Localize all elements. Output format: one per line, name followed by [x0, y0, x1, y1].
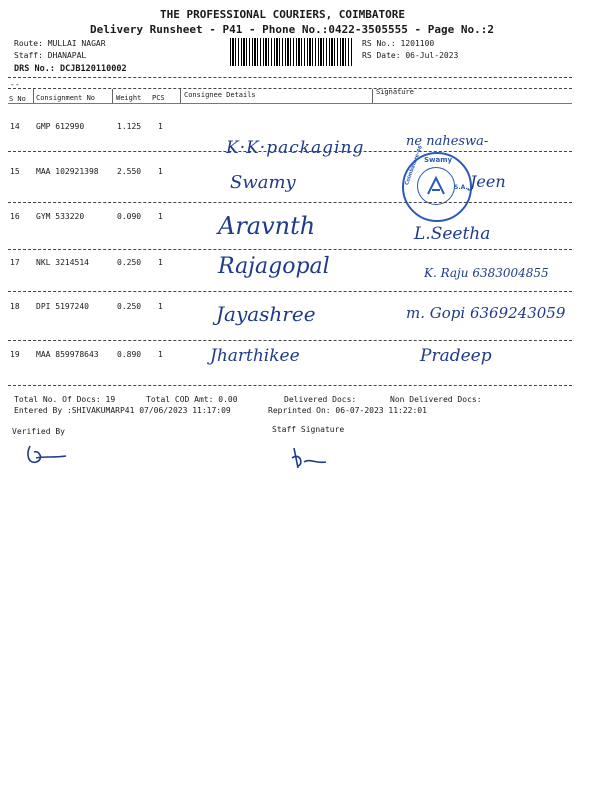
- row-sno: 18: [10, 302, 20, 311]
- signature-handwriting: ne naheswa-: [406, 134, 489, 149]
- col-weight: Weight: [116, 94, 142, 102]
- col-divider: [180, 89, 181, 103]
- col-sno: S No: [9, 95, 26, 103]
- row-weight: 0.250: [117, 258, 142, 267]
- row-sno: 19: [10, 350, 20, 359]
- verified-signature-mark: [22, 440, 72, 470]
- dash-mark: --: [10, 80, 20, 89]
- consignee-handwriting: Swamy: [230, 172, 296, 193]
- row-pcs: 1: [158, 167, 163, 176]
- row-consignment: GMP 612990: [36, 122, 85, 131]
- route-label: Route: MULLAI NAGAR: [14, 39, 106, 48]
- non-delivered-docs: Non Delivered Docs:: [390, 395, 482, 404]
- row-divider: [8, 202, 572, 203]
- col-consignee: Consignee Details: [184, 91, 256, 99]
- row-pcs: 1: [158, 350, 163, 359]
- signature-handwriting: m. Gopi 6369243059: [406, 304, 566, 322]
- col-pcs: PCS: [152, 94, 165, 102]
- total-cod: Total COD Amt: 0.00: [146, 395, 238, 404]
- row-weight: 1.125: [117, 122, 142, 131]
- table-bottom-line: [8, 385, 572, 386]
- row-weight: 0.250: [117, 302, 142, 311]
- row-pcs: 1: [158, 212, 163, 221]
- row-consignment: GYM 533220: [36, 212, 85, 221]
- stamp-right-text: S.A.: [454, 184, 468, 191]
- col-divider: [112, 89, 113, 103]
- row-pcs: 1: [158, 258, 163, 267]
- column-header-top-line: [8, 88, 572, 89]
- consignee-handwriting: Rajagopal: [218, 254, 330, 279]
- signature-handwriting: Jeen: [470, 172, 506, 191]
- stamp-inner-ring: [417, 167, 455, 205]
- total-docs: Total No. Of Docs: 19: [14, 395, 116, 404]
- row-consignment: DPI 5197240: [36, 302, 89, 311]
- entered-by: Entered By :SHIVAKUMARP41 07/06/2023 11:17:09: [14, 406, 231, 415]
- signature-handwriting: K. Raju 6383004855: [424, 266, 549, 280]
- reprinted-on: Reprinted On: 06-07-2023 11:22:01: [268, 406, 427, 415]
- row-divider: [8, 151, 572, 152]
- column-header-bottom-line: [8, 103, 572, 104]
- consignee-handwriting: K·K·packaging: [226, 138, 365, 158]
- row-sno: 15: [10, 167, 20, 176]
- staff-label: Staff: DHANAPAL: [14, 51, 87, 60]
- consignee-handwriting: Jayashree: [216, 302, 316, 326]
- row-consignment: MAA 859978643: [36, 350, 99, 359]
- consignee-handwriting: Jharthikee: [210, 346, 300, 366]
- row-consignment: NKL 3214514: [36, 258, 89, 267]
- row-divider: [8, 249, 572, 250]
- col-divider: [33, 89, 34, 103]
- staff-signature-mark: [286, 444, 332, 474]
- consignee-handwriting: Aravnth: [218, 212, 316, 240]
- company-name: THE PROFESSIONAL COURIERS, COIMBATORE: [160, 8, 406, 21]
- row-sno: 14: [10, 122, 20, 131]
- row-weight: 0.890: [117, 350, 142, 359]
- row-weight: 2.550: [117, 167, 142, 176]
- col-divider: [372, 89, 373, 103]
- row-sno: 17: [10, 258, 20, 267]
- rs-number: RS No.: 1201100: [362, 39, 435, 48]
- row-pcs: 1: [158, 302, 163, 311]
- row-sno: 16: [10, 212, 20, 221]
- delivered-docs: Delivered Docs:: [284, 395, 357, 404]
- col-signature: Signature: [376, 88, 414, 96]
- stamp-top-text: Swamy: [424, 156, 453, 164]
- stamp-logo-icon: [418, 168, 454, 204]
- barcode: [230, 38, 352, 66]
- company-stamp: [402, 144, 472, 222]
- row-consignment: MAA 102921398: [36, 167, 99, 176]
- verified-by-label: Verified By: [12, 427, 65, 436]
- signature-handwriting: L.Seetha: [414, 224, 491, 244]
- col-consignment: Consignment No: [36, 94, 96, 102]
- row-divider: [8, 291, 572, 292]
- signature-handwriting: Pradeep: [420, 346, 492, 366]
- drs-number: DRS No.: DCJB120110002: [14, 64, 127, 74]
- header-divider: [8, 77, 572, 78]
- row-pcs: 1: [158, 122, 163, 131]
- row-weight: 0.090: [117, 212, 142, 221]
- stamp-left-text: Coimbatore-46: [404, 144, 424, 187]
- runsheet-title: Delivery Runsheet - P41 - Phone No.:0422-3505555 - Page No.:2: [90, 23, 494, 36]
- staff-signature-label: Staff Signature: [272, 425, 345, 434]
- rs-date: RS Date: 06-Jul-2023: [362, 51, 459, 60]
- row-divider: [8, 340, 572, 341]
